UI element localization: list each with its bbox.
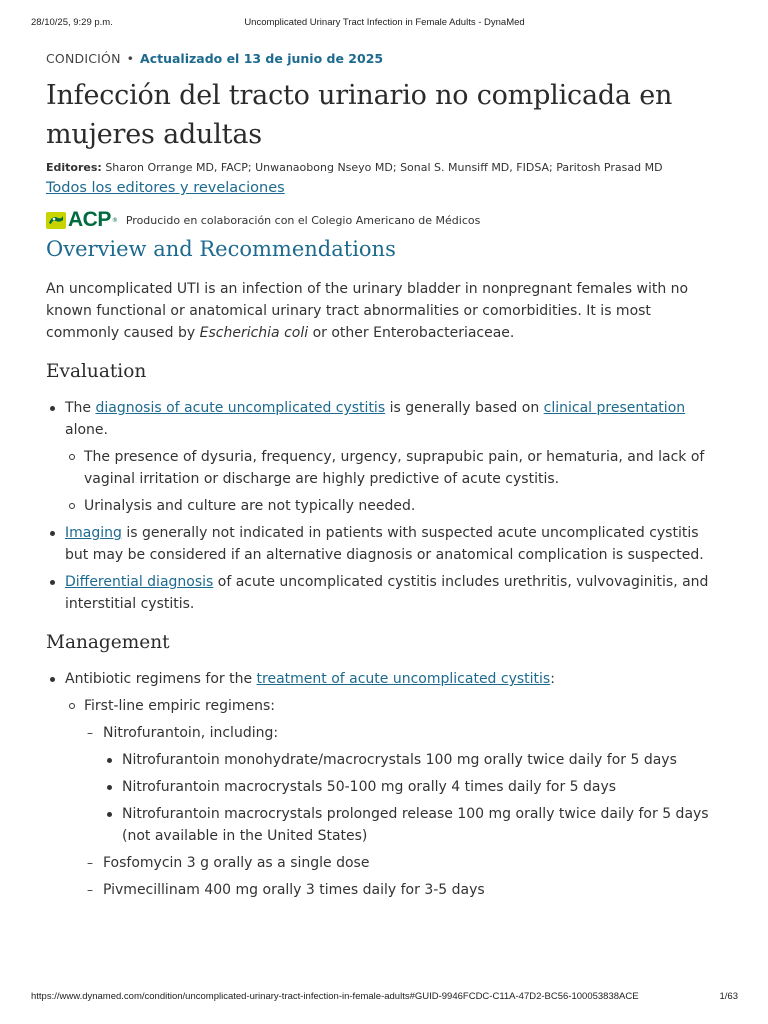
- management-heading: Management: [46, 632, 170, 653]
- print-page-title: Uncomplicated Urinary Tract Infection in Female Adults - DynaMed: [244, 17, 525, 28]
- diagnosis-link[interactable]: diagnosis of acute uncomplicated cystitis: [95, 400, 386, 416]
- sub-list: [65, 446, 718, 517]
- intro-organism: Escherichia coli: [199, 325, 309, 341]
- list-item-text: alone.: [65, 422, 108, 438]
- acp-logo-text: ACP: [68, 208, 111, 231]
- clinical-presentation-link[interactable]: clinical presentation: [543, 400, 686, 416]
- list-item: [84, 722, 718, 847]
- partner-row: [46, 210, 718, 230]
- differential-diagnosis-link[interactable]: Differential diagnosis: [65, 574, 214, 590]
- print-header: [31, 17, 738, 31]
- article-type: CONDICIÓN: [46, 51, 121, 66]
- regimen-list: [84, 722, 718, 901]
- list-item: [65, 695, 718, 901]
- list-item: – Pivmecillinam 400 mg orally 3 times daily for 3-5 days: [84, 879, 718, 901]
- overview-intro: [46, 278, 718, 344]
- list-item: Nitrofurantoin macrocrystals prolonged release 100 mg orally twice daily for 5 days (not available in the United States): [103, 803, 718, 847]
- list-item-text: is generally based on: [385, 400, 544, 416]
- print-url: https://www.dynamed.com/condition/uncomplicated-urinary-tract-infection-in-female-adults#GUID-9946FCDC-C11A-47D2-BC56-100053838ACE: [31, 991, 639, 1002]
- print-datetime: 28/10/25, 9:29 p.m.: [31, 17, 113, 28]
- list-item: [46, 668, 718, 901]
- acp-emblem-icon: [46, 212, 66, 229]
- nitrofurantoin-list: [103, 749, 718, 847]
- list-item-text: is generally not indicated in patients with suspected acute uncomplicated cystitis but may be considered if an alternative diagnosis or anatomical complication is suspected.: [65, 525, 704, 563]
- meta-separator: •: [126, 51, 135, 66]
- list-item-text: Nitrofurantoin, including:: [103, 725, 279, 741]
- intro-text-b: or other Enterobacteriaceae.: [308, 325, 515, 341]
- list-item: Nitrofurantoin monohydrate/macrocrystals 100 mg orally twice daily for 5 days: [103, 749, 718, 771]
- list-item-text: Antibiotic regimens for the: [65, 671, 257, 687]
- list-item: [46, 522, 718, 566]
- all-editors-link[interactable]: Todos los editores y revelaciones: [46, 180, 285, 196]
- editors-names: Sharon Orrange MD, FACP; Unwanaobong Nseyo MD; Sonal S. Munsiff MD, FIDSA; Paritosh Prasad MD: [105, 161, 663, 174]
- list-item: Nitrofurantoin macrocrystals 50-100 mg orally 4 times daily for 5 days: [103, 776, 718, 798]
- partner-note: Producido en colaboración con el Colegio Americano de Médicos: [125, 213, 481, 227]
- page-title: Infección del tracto urinario no complicada en mujeres adultas: [46, 80, 673, 150]
- intro-text-a: An uncomplicated UTI is an infection of the urinary bladder in nonpregnant females with no known functional or anatomical urinary tract abnormalities or comorbidities. It is most commonly caused by: [46, 281, 689, 341]
- list-item-text: :: [550, 671, 555, 687]
- list-item: [46, 571, 718, 615]
- evaluation-heading: Evaluation: [46, 361, 147, 382]
- acp-trademark: ®: [111, 216, 118, 224]
- list-item: [46, 397, 718, 517]
- updated-date: Actualizado el 13 de junio de 2025: [140, 51, 384, 66]
- editors-line: [46, 161, 718, 175]
- imaging-link[interactable]: Imaging: [65, 525, 122, 541]
- list-item-text: of acute uncomplicated cystitis includes urethritis, vulvovaginitis, and interstitial cystitis.: [65, 574, 709, 612]
- list-item: The presence of dysuria, frequency, urgency, suprapubic pain, or hematuria, and lack of vaginal irritation or discharge are highly predictive of acute cystitis.: [65, 446, 718, 490]
- acp-logo: [46, 210, 118, 230]
- list-item: – Fosfomycin 3 g orally as a single dose: [84, 852, 718, 874]
- list-item: Urinalysis and culture are not typically needed.: [65, 495, 718, 517]
- overview-heading: Overview and Recommendations: [46, 237, 396, 261]
- print-footer: [31, 991, 738, 1005]
- list-item-text: First-line empiric regimens:: [84, 698, 276, 714]
- sub-list: [65, 695, 718, 901]
- treatment-link[interactable]: treatment of acute uncomplicated cystitis: [256, 671, 551, 687]
- management-list: [46, 668, 718, 901]
- article-meta: [46, 51, 718, 69]
- list-item-text: The: [65, 400, 96, 416]
- editors-label: Editores:: [46, 161, 102, 174]
- print-page-number: 1/63: [719, 991, 738, 1002]
- article: [46, 51, 718, 906]
- evaluation-list: [46, 397, 718, 615]
